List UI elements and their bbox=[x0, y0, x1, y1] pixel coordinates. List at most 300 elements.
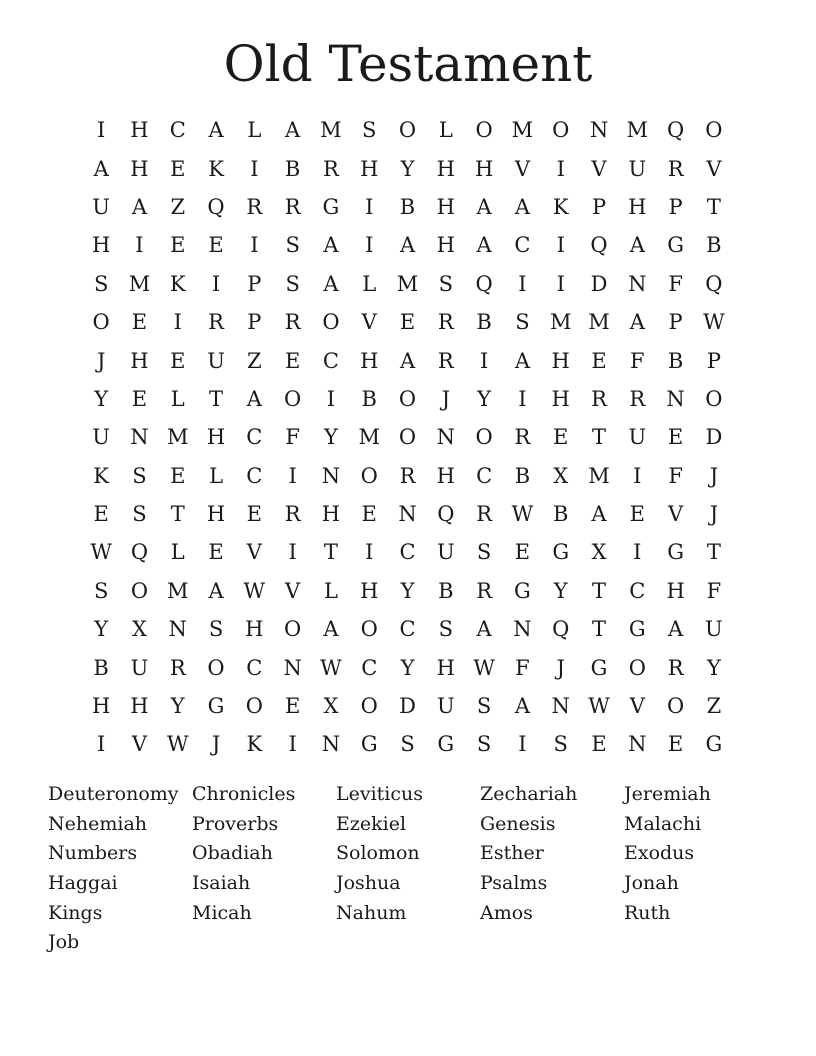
grid-letter: M bbox=[358, 425, 380, 450]
grid-letter: I bbox=[479, 348, 489, 373]
grid-letter: H bbox=[436, 233, 455, 258]
grid-letter: S bbox=[132, 502, 147, 527]
grid-letter: M bbox=[511, 118, 534, 143]
grid-letter: N bbox=[589, 118, 609, 143]
grid-letter: X bbox=[323, 694, 339, 719]
grid-letter: A bbox=[399, 233, 416, 258]
grid-letter: I bbox=[518, 732, 527, 757]
grid-letter: U bbox=[628, 156, 647, 181]
grid-letter: J bbox=[211, 732, 221, 757]
grid-letter: N bbox=[283, 655, 302, 680]
grid-letter: L bbox=[362, 271, 377, 296]
grid-letter: A bbox=[323, 233, 339, 258]
grid-letter: V bbox=[131, 732, 148, 757]
grid-letter: R bbox=[169, 655, 186, 680]
grid-letter: C bbox=[246, 655, 263, 680]
grid-row bbox=[82, 610, 733, 648]
grid-row bbox=[82, 533, 733, 571]
grid-letter: U bbox=[436, 694, 455, 719]
grid-letter: A bbox=[399, 348, 416, 373]
grid-letter: E bbox=[553, 425, 569, 450]
grid-letter: N bbox=[168, 617, 187, 642]
grid-letter: E bbox=[170, 233, 186, 258]
grid-row bbox=[82, 725, 733, 763]
grid-letter: O bbox=[284, 386, 302, 411]
grid-letter: D bbox=[705, 425, 723, 450]
grid-letter: S bbox=[515, 310, 530, 335]
grid-letter: S bbox=[438, 617, 454, 642]
grid-letter: H bbox=[130, 694, 149, 719]
grid-letter: O bbox=[322, 310, 340, 335]
word-list bbox=[48, 780, 768, 958]
grid-letter: H bbox=[130, 156, 149, 181]
word-list-item: Proverbs bbox=[192, 812, 279, 835]
grid-letter: R bbox=[208, 310, 224, 335]
grid-letter: Q bbox=[552, 617, 570, 642]
grid-letter: H bbox=[666, 578, 685, 603]
grid-letter: F bbox=[285, 425, 300, 450]
grid-letter: C bbox=[514, 233, 531, 258]
grid-letter: E bbox=[591, 732, 607, 757]
grid-letter: J bbox=[96, 348, 106, 373]
grid-letter: N bbox=[628, 732, 647, 757]
grid-letter: A bbox=[246, 386, 262, 411]
grid-letter: V bbox=[706, 156, 722, 181]
grid-letter: A bbox=[323, 271, 339, 296]
word-list-item: Job bbox=[48, 931, 80, 954]
grid-letter: X bbox=[131, 617, 147, 642]
grid-letter: W bbox=[511, 502, 534, 527]
grid-row bbox=[82, 149, 733, 187]
grid-letter: V bbox=[668, 502, 684, 527]
grid-letter: C bbox=[476, 463, 493, 488]
grid-letter: F bbox=[668, 463, 683, 488]
grid-letter: O bbox=[628, 655, 646, 680]
grid-letter: M bbox=[166, 578, 189, 603]
grid-letter: B bbox=[552, 502, 569, 527]
grid-letter: I bbox=[173, 310, 182, 335]
grid-letter: N bbox=[398, 502, 417, 527]
grid-letter: O bbox=[705, 386, 723, 411]
grid-letter: A bbox=[285, 118, 301, 143]
grid-letter: N bbox=[513, 617, 532, 642]
grid-letter: D bbox=[399, 694, 416, 719]
grid-letter: A bbox=[476, 617, 492, 642]
grid-letter: A bbox=[323, 617, 339, 642]
grid-letter: I bbox=[250, 233, 259, 258]
grid-letter: F bbox=[630, 348, 645, 373]
grid-letter: H bbox=[245, 617, 264, 642]
grid-letter: X bbox=[591, 540, 607, 565]
grid-letter: V bbox=[246, 540, 262, 565]
grid-letter: E bbox=[93, 502, 109, 527]
grid-letter: Q bbox=[705, 271, 723, 296]
word-list-item: Deuteronomy bbox=[48, 783, 179, 805]
grid-letter: R bbox=[629, 386, 646, 411]
grid-letter: S bbox=[400, 732, 415, 757]
grid-letter: M bbox=[166, 425, 189, 450]
grid-letter: S bbox=[362, 118, 377, 143]
grid-letter: D bbox=[590, 271, 608, 296]
grid-letter: B bbox=[514, 463, 531, 488]
grid-letter: T bbox=[706, 194, 721, 219]
grid-letter: I bbox=[633, 463, 642, 488]
grid-row bbox=[82, 341, 733, 379]
grid-letter: E bbox=[208, 233, 224, 258]
grid-letter: R bbox=[476, 502, 493, 527]
grid-letter: K bbox=[93, 463, 109, 488]
grid-letter: A bbox=[514, 194, 530, 219]
grid-letter: I bbox=[211, 271, 221, 296]
grid-letter: U bbox=[207, 348, 225, 373]
grid-letter: E bbox=[591, 348, 607, 373]
grid-letter: I bbox=[365, 194, 374, 219]
grid-letter: L bbox=[247, 118, 262, 143]
grid-letter: C bbox=[246, 463, 263, 488]
grid-row bbox=[82, 687, 733, 725]
grid-letter: Y bbox=[170, 694, 185, 719]
word-list-item: Genesis bbox=[480, 812, 556, 835]
grid-letter: A bbox=[131, 194, 148, 219]
grid-letter: E bbox=[514, 540, 531, 565]
word-list-item: Haggai bbox=[48, 872, 118, 895]
grid-letter: B bbox=[361, 386, 377, 411]
grid-letter: Z bbox=[170, 194, 186, 219]
grid-letter: C bbox=[246, 425, 263, 450]
grid-letter: O bbox=[207, 655, 225, 680]
grid-letter: Q bbox=[475, 271, 493, 296]
grid-letter: H bbox=[436, 655, 455, 680]
grid-letter: Q bbox=[207, 194, 225, 219]
grid-letter: X bbox=[553, 463, 569, 488]
grid-letter: L bbox=[323, 578, 338, 603]
grid-letter: S bbox=[132, 463, 147, 488]
grid-letter: M bbox=[626, 118, 649, 143]
word-list-item: Micah bbox=[192, 901, 252, 924]
grid-letter: L bbox=[170, 540, 185, 565]
grid-letter: O bbox=[398, 425, 417, 450]
grid-letter: U bbox=[628, 425, 647, 450]
grid-letter: I bbox=[97, 732, 106, 757]
grid-letter: K bbox=[246, 732, 263, 757]
grid-letter: E bbox=[361, 502, 377, 527]
grid-letter: E bbox=[170, 348, 186, 373]
grid-letter: I bbox=[518, 271, 527, 296]
grid-letter: A bbox=[208, 118, 224, 143]
grid-letter: T bbox=[592, 578, 607, 603]
grid-letter: B bbox=[667, 348, 684, 373]
grid-letter: P bbox=[668, 310, 683, 335]
word-list-item: Ruth bbox=[624, 901, 671, 924]
grid-letter: J bbox=[709, 502, 719, 527]
grid-letter: I bbox=[250, 156, 259, 181]
page-title: Old Testament bbox=[223, 35, 593, 93]
grid-letter: E bbox=[284, 694, 301, 719]
grid-letter: U bbox=[92, 194, 110, 219]
grid-letter: G bbox=[322, 194, 340, 219]
grid-letter: P bbox=[668, 194, 683, 219]
grid-letter: H bbox=[130, 348, 149, 373]
word-list-item: Nahum bbox=[336, 901, 407, 924]
grid-letter: I bbox=[288, 463, 297, 488]
grid-letter: C bbox=[629, 578, 646, 603]
word-list-item: Malachi bbox=[624, 812, 702, 835]
grid-letter: G bbox=[667, 233, 684, 258]
word-list-item: Kings bbox=[48, 901, 103, 924]
grid-letter: F bbox=[706, 578, 722, 603]
grid-letter: K bbox=[552, 194, 569, 219]
word-list-item: Numbers bbox=[48, 842, 138, 865]
grid-letter: E bbox=[284, 348, 301, 373]
grid-letter: O bbox=[398, 386, 417, 411]
grid-letter: V bbox=[514, 156, 530, 181]
grid-letter: E bbox=[170, 463, 186, 488]
grid-letter: S bbox=[476, 694, 492, 719]
grid-letter: Q bbox=[666, 118, 685, 143]
grid-letter: E bbox=[131, 386, 148, 411]
grid-letter: P bbox=[247, 310, 262, 335]
letter-grid bbox=[82, 111, 733, 764]
grid-letter: Y bbox=[94, 386, 109, 411]
grid-letter: A bbox=[514, 348, 530, 373]
grid-letter: K bbox=[208, 156, 224, 181]
grid-letter: T bbox=[323, 540, 338, 565]
grid-letter: O bbox=[360, 694, 378, 719]
grid-letter: T bbox=[706, 540, 721, 565]
grid-letter: I bbox=[518, 386, 527, 411]
grid-letter: O bbox=[245, 694, 263, 719]
grid-letter: H bbox=[628, 194, 647, 219]
grid-letter: S bbox=[285, 271, 300, 296]
grid-letter: J bbox=[441, 386, 451, 411]
word-list-item: Esther bbox=[480, 842, 544, 865]
grid-letter: C bbox=[399, 540, 416, 565]
grid-letter: M bbox=[588, 463, 610, 488]
grid-letter: O bbox=[398, 118, 417, 143]
grid-letter: A bbox=[629, 233, 645, 258]
grid-letter: B bbox=[284, 156, 301, 181]
grid-letter: S bbox=[438, 271, 454, 296]
grid-letter: O bbox=[475, 425, 493, 450]
grid-letter: Q bbox=[590, 233, 608, 258]
grid-letter: Q bbox=[437, 502, 455, 527]
grid-letter: C bbox=[169, 118, 186, 143]
grid-letter: R bbox=[437, 348, 454, 373]
grid-letter: N bbox=[321, 463, 341, 488]
grid-letter: E bbox=[667, 425, 684, 450]
grid-letter: G bbox=[590, 655, 608, 680]
grid-letter: I bbox=[288, 732, 297, 757]
grid-letter: Y bbox=[706, 655, 721, 680]
grid-letter: I bbox=[556, 271, 565, 296]
grid-letter: G bbox=[437, 732, 455, 757]
grid-letter: W bbox=[90, 540, 112, 565]
grid-letter: U bbox=[92, 425, 110, 450]
grid-letter: J bbox=[556, 655, 565, 680]
grid-letter: Y bbox=[400, 578, 415, 603]
grid-letter: A bbox=[514, 694, 530, 719]
grid-letter: L bbox=[438, 118, 453, 143]
grid-letter: S bbox=[553, 732, 568, 757]
grid-letter: A bbox=[591, 502, 607, 527]
grid-letter: R bbox=[437, 310, 454, 335]
grid-letter: O bbox=[552, 118, 570, 143]
grid-letter: H bbox=[206, 502, 226, 527]
grid-letter: C bbox=[399, 617, 416, 642]
grid-letter: I bbox=[288, 540, 297, 565]
grid-letter: C bbox=[322, 348, 339, 373]
grid-letter: S bbox=[93, 271, 109, 296]
grid-letter: M bbox=[320, 118, 342, 143]
grid-letter: V bbox=[591, 156, 607, 181]
grid-letter: E bbox=[246, 502, 262, 527]
grid-letter: G bbox=[705, 732, 723, 757]
grid-letter: E bbox=[208, 540, 224, 565]
grid-letter: I bbox=[326, 386, 336, 411]
grid-row bbox=[82, 111, 733, 149]
grid-letter: Y bbox=[400, 156, 415, 181]
word-list-item: Amos bbox=[480, 901, 533, 924]
grid-letter: R bbox=[667, 655, 684, 680]
grid-letter: I bbox=[633, 540, 642, 565]
grid-letter: K bbox=[169, 271, 186, 296]
grid-letter: O bbox=[666, 694, 685, 719]
grid-letter: R bbox=[514, 425, 531, 450]
word-list-item: Obadiah bbox=[192, 842, 273, 865]
grid-letter: P bbox=[247, 271, 262, 296]
grid-row bbox=[82, 457, 733, 495]
grid-letter: H bbox=[436, 156, 455, 181]
word-list-item: Jonah bbox=[624, 872, 679, 895]
grid-letter: G bbox=[628, 617, 646, 642]
grid-letter: L bbox=[209, 463, 224, 488]
grid-letter: N bbox=[130, 425, 149, 450]
grid-letter: A bbox=[668, 617, 684, 642]
grid-letter: V bbox=[361, 310, 377, 335]
word-list-item: Ezekiel bbox=[336, 812, 407, 835]
grid-letter: R bbox=[323, 156, 339, 181]
grid-letter: S bbox=[285, 233, 300, 258]
grid-letter: A bbox=[629, 310, 645, 335]
grid-letter: O bbox=[92, 310, 110, 335]
grid-letter: M bbox=[549, 310, 572, 335]
grid-letter: M bbox=[588, 310, 610, 335]
word-list-item: Psalms bbox=[480, 872, 548, 895]
word-list-item: Nehemiah bbox=[48, 812, 148, 835]
grid-letter: Y bbox=[94, 617, 109, 642]
grid-row bbox=[82, 303, 733, 341]
grid-letter: S bbox=[476, 732, 492, 757]
grid-letter: U bbox=[705, 617, 723, 642]
grid-letter: O bbox=[130, 578, 149, 603]
grid-letter: E bbox=[170, 156, 186, 181]
grid-letter: G bbox=[514, 578, 531, 603]
grid-letter: H bbox=[474, 156, 494, 181]
grid-letter: N bbox=[628, 271, 647, 296]
grid-letter: H bbox=[91, 694, 111, 719]
grid-letter: Y bbox=[477, 386, 492, 411]
grid-letter: W bbox=[703, 310, 725, 335]
grid-letter: T bbox=[209, 386, 224, 411]
word-list-item: Exodus bbox=[624, 842, 695, 865]
grid-letter: I bbox=[135, 233, 144, 258]
grid-letter: V bbox=[285, 578, 301, 603]
grid-letter: H bbox=[551, 386, 570, 411]
grid-letter: H bbox=[206, 425, 226, 450]
grid-letter: H bbox=[130, 118, 149, 143]
grid-letter: Z bbox=[706, 694, 722, 719]
grid-letter: R bbox=[284, 502, 301, 527]
grid-letter: H bbox=[360, 156, 379, 181]
grid-letter: T bbox=[592, 425, 607, 450]
grid-letter: R bbox=[284, 194, 301, 219]
grid-letter: Y bbox=[400, 655, 415, 680]
grid-row bbox=[82, 226, 733, 264]
grid-letter: R bbox=[284, 310, 301, 335]
grid-letter: E bbox=[667, 732, 684, 757]
grid-letter: R bbox=[667, 156, 684, 181]
grid-letter: U bbox=[436, 540, 455, 565]
grid-letter: R bbox=[591, 386, 607, 411]
grid-letter: H bbox=[436, 463, 455, 488]
grid-letter: G bbox=[552, 540, 570, 565]
grid-letter: A bbox=[208, 578, 224, 603]
grid-letter: I bbox=[365, 233, 374, 258]
grid-letter: T bbox=[592, 617, 607, 642]
grid-letter: A bbox=[476, 194, 492, 219]
grid-letter: E bbox=[131, 310, 148, 335]
grid-letter: I bbox=[365, 540, 374, 565]
grid-letter: L bbox=[170, 386, 185, 411]
grid-letter: R bbox=[246, 194, 263, 219]
word-list-item: Solomon bbox=[336, 842, 420, 865]
grid-letter: W bbox=[166, 732, 189, 757]
grid-letter: S bbox=[93, 578, 109, 603]
grid-letter: G bbox=[360, 732, 378, 757]
grid-letter: O bbox=[360, 617, 378, 642]
word-list-item: Leviticus bbox=[336, 783, 424, 805]
grid-letter: N bbox=[666, 386, 685, 411]
grid-row bbox=[82, 648, 733, 686]
word-list-item: Chronicles bbox=[192, 783, 296, 805]
grid-row bbox=[82, 418, 733, 456]
grid-letter: Z bbox=[247, 348, 262, 373]
grid-letter: G bbox=[667, 540, 684, 565]
grid-letter: B bbox=[438, 578, 454, 603]
grid-letter: W bbox=[588, 694, 610, 719]
grid-letter: W bbox=[243, 578, 266, 603]
grid-letter: N bbox=[321, 732, 341, 757]
grid-letter: O bbox=[284, 617, 302, 642]
grid-letter: I bbox=[556, 156, 565, 181]
word-list-item: Joshua bbox=[336, 872, 401, 895]
word-list-item: Jeremiah bbox=[624, 783, 711, 805]
grid-letter: S bbox=[476, 540, 492, 565]
grid-letter: P bbox=[706, 348, 721, 373]
grid-letter: G bbox=[207, 694, 225, 719]
grid-letter: C bbox=[361, 655, 378, 680]
grid-row bbox=[82, 572, 733, 610]
grid-letter: J bbox=[709, 463, 719, 488]
word-list-item: Zechariah bbox=[480, 783, 578, 805]
grid-letter: B bbox=[93, 655, 109, 680]
grid-letter: M bbox=[396, 271, 419, 296]
grid-letter: A bbox=[476, 233, 492, 258]
grid-letter: H bbox=[551, 348, 570, 373]
grid-letter: W bbox=[320, 655, 342, 680]
grid-letter: H bbox=[360, 348, 379, 373]
grid-letter: S bbox=[208, 617, 224, 642]
